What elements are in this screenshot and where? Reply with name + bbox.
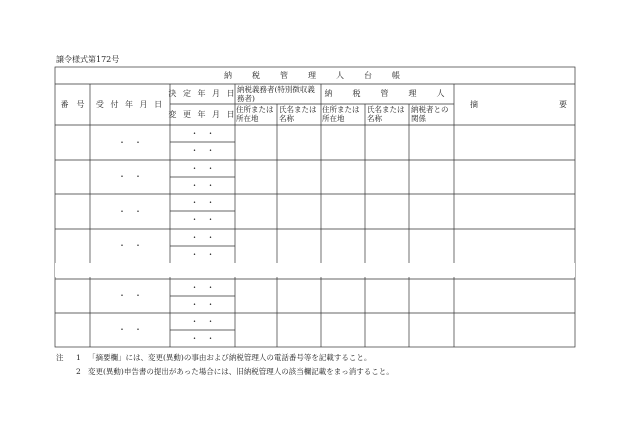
- row-received-date: ・ ・: [118, 206, 142, 216]
- row-received-date: ・ ・: [118, 137, 142, 147]
- note-text: 変更(異動)申告書の提出があった場合には、旧納税管理人の該当欄記載をまっ消すること。: [88, 367, 394, 376]
- ledger-table: [55, 67, 575, 347]
- header-relation: 納税者との関係: [411, 105, 449, 123]
- notes: [56, 351, 394, 379]
- row-received-date: ・ ・: [118, 325, 142, 334]
- row-decision-date: ・ ・: [190, 316, 215, 326]
- notes-prefix: 注: [56, 353, 64, 362]
- row-change-date: ・ ・: [190, 333, 215, 343]
- header-taxpayer-name: 氏名または名称: [279, 105, 317, 123]
- header-number: 番 号: [60, 99, 85, 109]
- row-received-date: ・ ・: [118, 291, 142, 300]
- header-decision-date: 決 定 年 月 日: [168, 89, 237, 98]
- row-decision-date: ・ ・: [190, 128, 215, 138]
- row-received-date: ・ ・: [118, 241, 142, 250]
- header-change-date: 変 更 年 月 日: [168, 109, 237, 119]
- header-manager-address: 住所または所在地: [322, 105, 360, 123]
- row-decision-date: ・ ・: [190, 197, 215, 207]
- form-id: 譲令様式第172号: [56, 55, 120, 64]
- row-change-date: ・ ・: [190, 249, 215, 259]
- header-taxpayer-address: 住所または所在地: [236, 105, 274, 123]
- row-change-date: ・ ・: [190, 215, 215, 224]
- note-number: 1: [76, 353, 81, 362]
- row-decision-date: ・ ・: [190, 282, 215, 292]
- header-received-date: 受 付 年 月 日: [95, 99, 165, 109]
- note-item: [56, 365, 394, 379]
- note-text: 「摘要欄」には、変更(異動)の事由および納税管理人の電話番号等を記載すること。: [88, 353, 372, 362]
- row-decision-date: ・ ・: [190, 163, 215, 173]
- ledger-title: 納 税 管 理 人 台 帳: [224, 70, 406, 80]
- page-break-gap: [55, 263, 575, 277]
- row-received-date: ・ ・: [118, 172, 142, 181]
- row-change-date: ・ ・: [190, 180, 215, 190]
- row-change-date: ・ ・: [190, 146, 215, 155]
- header-remarks-left: 摘: [470, 99, 478, 109]
- row-change-date: ・ ・: [190, 299, 215, 309]
- header-remarks-right: 要: [559, 99, 567, 109]
- note-number: 2: [76, 367, 81, 376]
- note-item: [56, 351, 394, 365]
- header-tax-manager: 納 税 管 理 人: [324, 89, 451, 98]
- header-taxpayer: 納税義務者(特別徴収義務者): [237, 85, 315, 103]
- header-manager-name: 氏名または名称: [367, 105, 405, 123]
- row-decision-date: ・ ・: [190, 232, 215, 242]
